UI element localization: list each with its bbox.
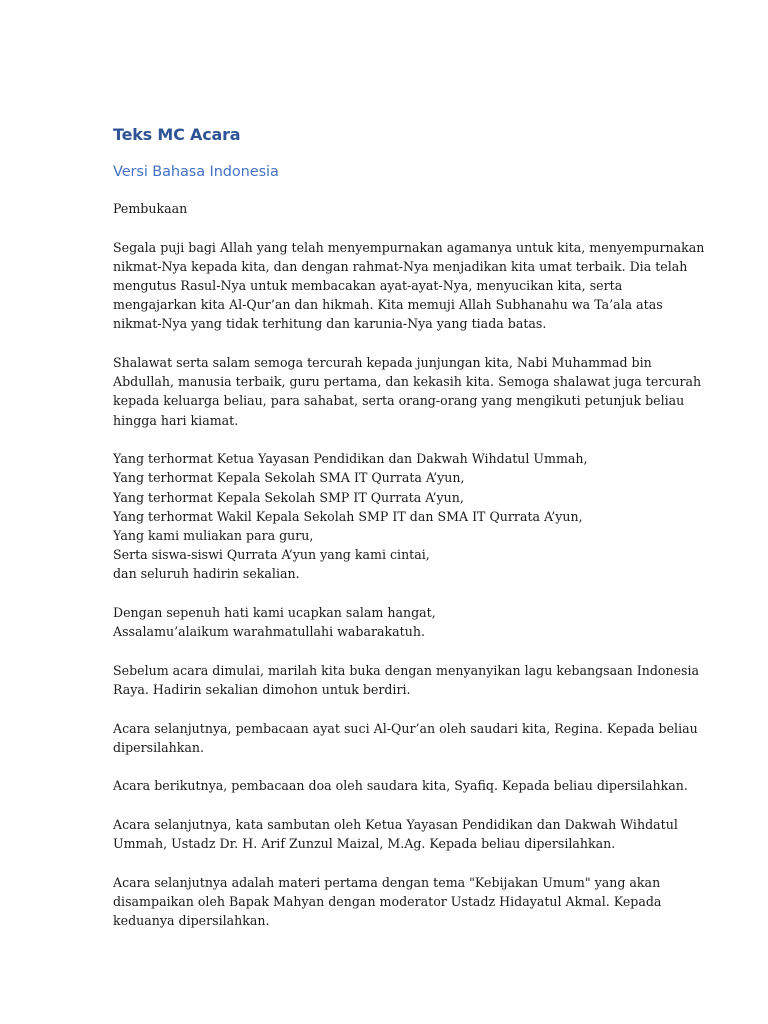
text-line: Dengan sepenuh hati kami ucapkan salam hangat, — [113, 605, 436, 621]
text-line: dipersilahkan. — [113, 739, 205, 755]
text-line: Assalamu’alaikum warahmatullahi wabarakatuh. — [113, 624, 425, 640]
paragraph — [113, 719, 698, 757]
paragraph — [113, 199, 658, 218]
text-line: dan seluruh hadirin sekalian. — [113, 566, 300, 582]
document-subtitle: Versi Bahasa Indonesia — [113, 164, 279, 180]
text-line: Abdullah, manusia terbaik, guru pertama, dan kekasih kita. Semoga shalawat juga tercurah — [113, 374, 702, 390]
text-line: Yang terhormat Wakil Kepala Sekolah SMP IT dan SMA IT Qurrata A’yun, — [113, 508, 583, 524]
text-line: Serta siswa-siswi Qurrata A’yun yang kami cintai, — [113, 547, 430, 563]
text-line: hingga hari kiamat. — [113, 412, 239, 428]
paragraph — [113, 353, 702, 430]
text-line: Acara selanjutnya, pembacaan ayat suci Al-Qur’an oleh saudari kita, Regina. Kepada beliau — [113, 720, 698, 736]
text-line: Raya. Hadirin sekalian dimohon untuk berdiri. — [113, 682, 411, 698]
text-line: Yang terhormat Kepala Sekolah SMP IT Qurrata A’yun, — [113, 489, 464, 505]
text-line: Acara selanjutnya adalah materi pertama dengan tema "Kebijakan Umum" yang akan — [113, 874, 661, 890]
document-body — [113, 199, 705, 930]
text-line: Pembukaan — [113, 201, 188, 216]
document-page — [113, 123, 705, 950]
document-title: Teks MC Acara — [113, 125, 241, 144]
paragraph — [113, 776, 688, 795]
paragraph — [113, 449, 658, 583]
text-line: Ummah, Ustadz Dr. H. Arif Zunzul Maizal, M.Ag. Kepada beliau dipersilahkan. — [113, 836, 616, 852]
text-line: mengajarkan kita Al-Qur’an dan hikmah. Kita memuji Allah Subhanahu wa Ta’ala atas — [113, 297, 663, 313]
text-line: nikmat-Nya kepada kita, dan dengan rahmat-Nya menjadikan kita umat terbaik. Dia telah — [113, 258, 688, 274]
text-line: mengutus Rasul-Nya untuk membacakan ayat-ayat-Nya, menyucikan kita, serta — [113, 278, 623, 293]
text-line: Segala puji bagi Allah yang telah menyempurnakan agamanya untuk kita, menyempurnakan — [113, 239, 705, 255]
text-line: Shalawat serta salam semoga tercurah kepada junjungan kita, Nabi Muhammad bin — [113, 355, 652, 370]
text-line: kepada keluarga beliau, para sahabat, serta orang-orang yang mengikuti petunjuk beliau — [113, 393, 685, 409]
paragraph — [113, 661, 700, 699]
text-line: Yang kami muliakan para guru, — [113, 528, 314, 544]
text-line: Yang terhormat Kepala Sekolah SMA IT Qurrata A’yun, — [113, 470, 465, 486]
text-line: nikmat-Nya yang tidak terhitung dan karunia-Nya yang tiada batas. — [113, 316, 547, 332]
text-line: Sebelum acara dimulai, marilah kita buka dengan menyanyikan lagu kebangsaan Indonesia — [113, 662, 700, 678]
text-line: Yang terhormat Ketua Yayasan Pendidikan dan Dakwah Wihdatul Ummah, — [113, 451, 588, 467]
text-line: Acara berikutnya, pembacaan doa oleh saudara kita, Syafiq. Kepada beliau dipersilahkan. — [113, 778, 688, 794]
paragraph — [113, 603, 658, 641]
paragraph — [113, 238, 705, 334]
text-line: disampaikan oleh Bapak Mahyan dengan moderator Ustadz Hidayatul Akmal. Kepada — [113, 894, 662, 909]
text-line: keduanya dipersilahkan. — [113, 913, 270, 929]
paragraph — [113, 815, 678, 853]
paragraph — [113, 873, 662, 931]
text-line: Acara selanjutnya, kata sambutan oleh Ketua Yayasan Pendidikan dan Dakwah Wihdatul — [113, 817, 678, 832]
